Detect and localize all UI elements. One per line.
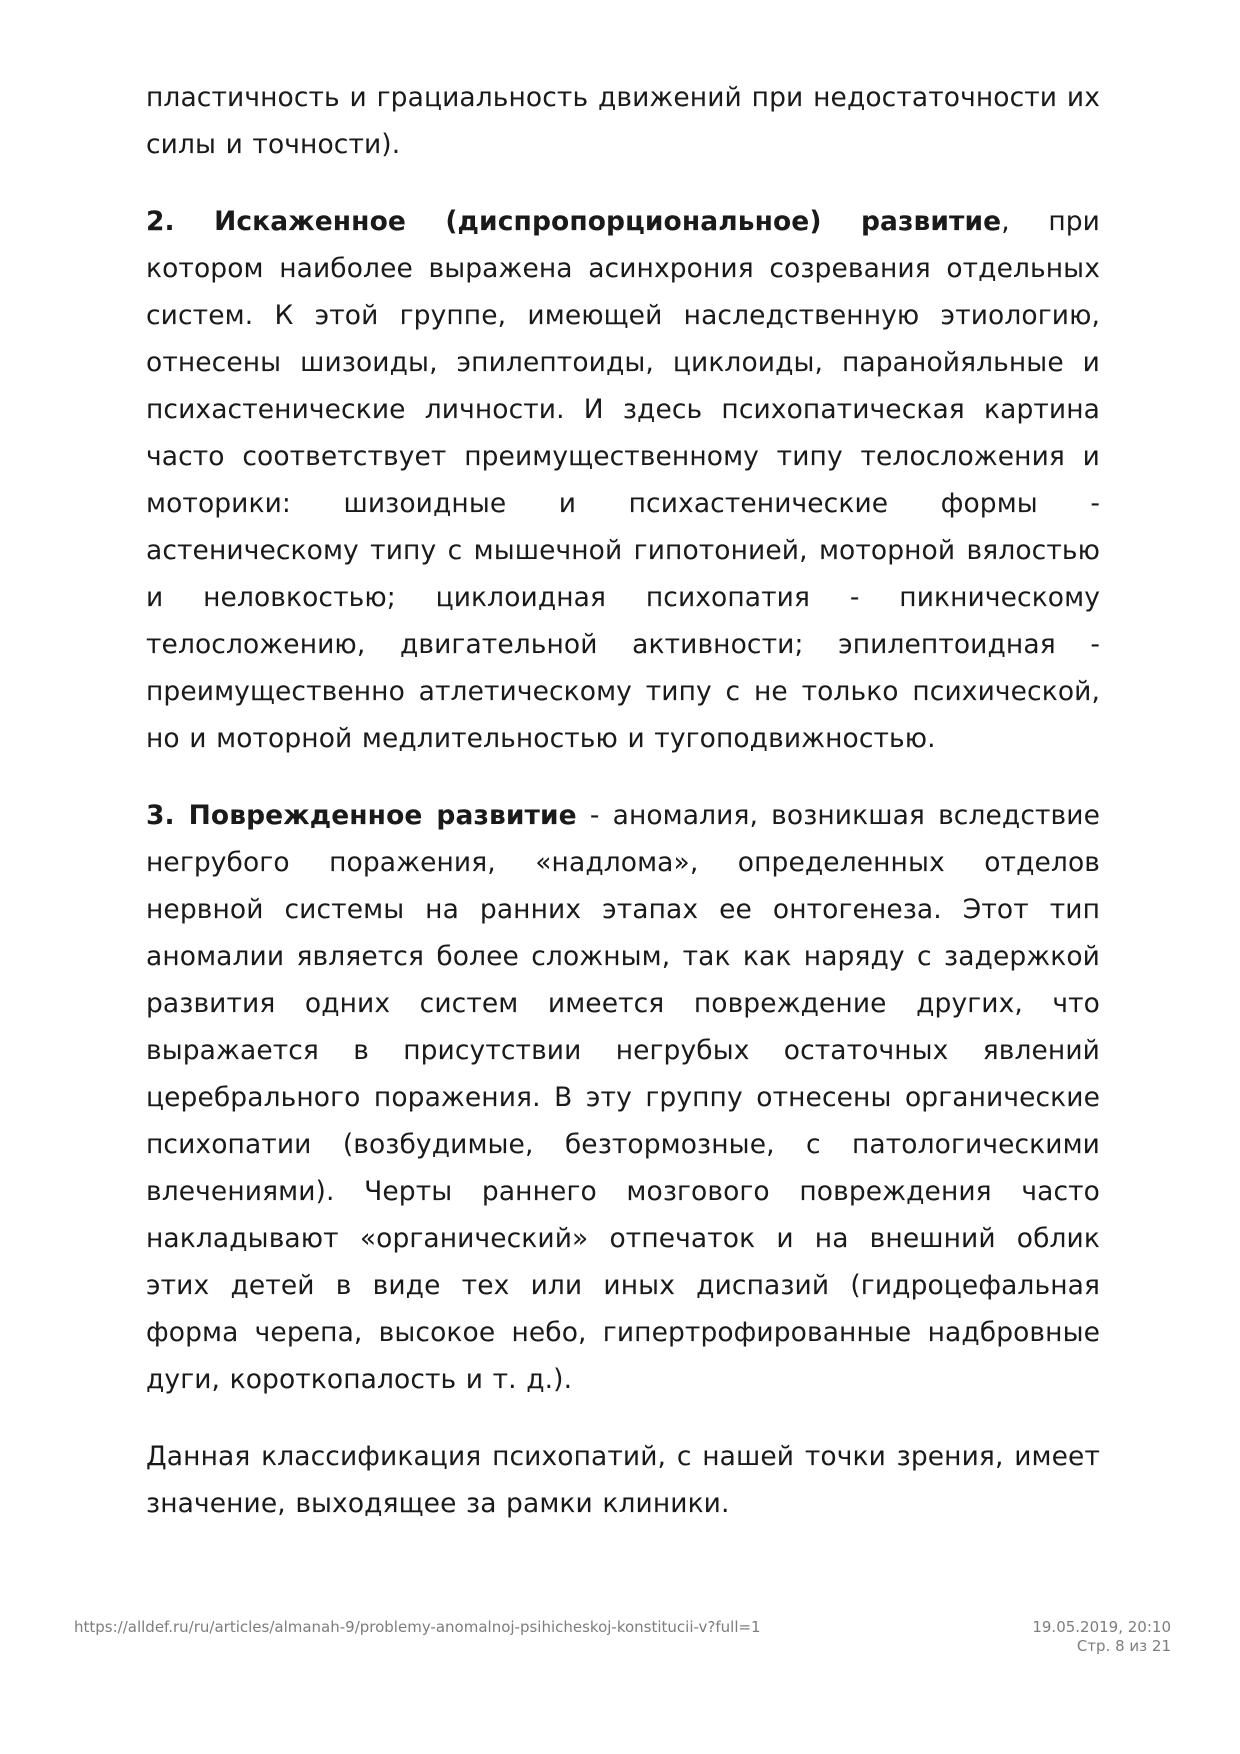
paragraph-3	[146, 792, 1100, 1403]
paragraph-3-heading: 3. Поврежденное развитие	[146, 800, 577, 831]
footer-url: https://alldef.ru/ru/articles/almanah-9/problemy-anomalnoj-psihicheskoj-konstitucii-v?full=1	[74, 1618, 761, 1636]
paragraph-4-text: Данная классификация психопатий, с нашей точки зрения, имеет значение, выходящее за рамки клиники.	[146, 1441, 1100, 1519]
paragraph-2-heading: 2. Искаженное (диспропорциональное) развитие	[146, 206, 1002, 237]
paragraph-3-text: - аномалия, возникшая вследствие негрубого поражения, «надлома», определенных отделов нервной системы на ранних этапах ее онтогенеза. Этот тип аномалии является более сложным, так как наряду с задержкой развития одних систем имеется повреждение других, что выражается в присутствии негрубых остаточных явлений церебрального поражения. В эту группу отнесены органические психопатии (возбудимые, безтормозные, с патологическими влечениями). Черты раннего мозгового повреждения часто накладывают «органический» отпечаток и на внешний облик этих детей в виде тех или иных диспазий (гидроцефальная форма черепа, высокое небо, гипертрофированные надбровные дуги, короткопалость и т. д.).	[146, 800, 1100, 1395]
document-body	[146, 74, 1100, 1527]
footer-datetime: 19.05.2019, 20:10	[1032, 1618, 1171, 1636]
paragraph-1	[146, 74, 1100, 168]
paragraph-2	[146, 198, 1100, 762]
paragraph-4	[146, 1433, 1100, 1527]
paragraph-2-text: , при котором наиболее выражена асинхрония созревания отдельных систем. К этой группе, имеющей наследственную этиологию, отнесены шизоиды, эпилептоиды, циклоиды, паранойяльные и психастенические личности. И здесь психопатическая картина часто соответствует преимущественному типу телосложения и моторики: шизоидные и психастенические формы - астеническому типу с мышечной гипотонией, моторной вялостью и неловкостью; циклоидная психопатия - пикническому телосложению, двигательной активности; эпилептоидная - преимущественно атлетическому типу с не только психической, но и моторной медлительностью и тугоподвижностью.	[146, 206, 1100, 754]
footer-page-number: Стр. 8 из 21	[1076, 1637, 1171, 1655]
paragraph-1-text: пластичность и грациальность движений при недостаточности их силы и точности).	[146, 82, 1100, 160]
footer-meta	[1032, 1618, 1171, 1656]
